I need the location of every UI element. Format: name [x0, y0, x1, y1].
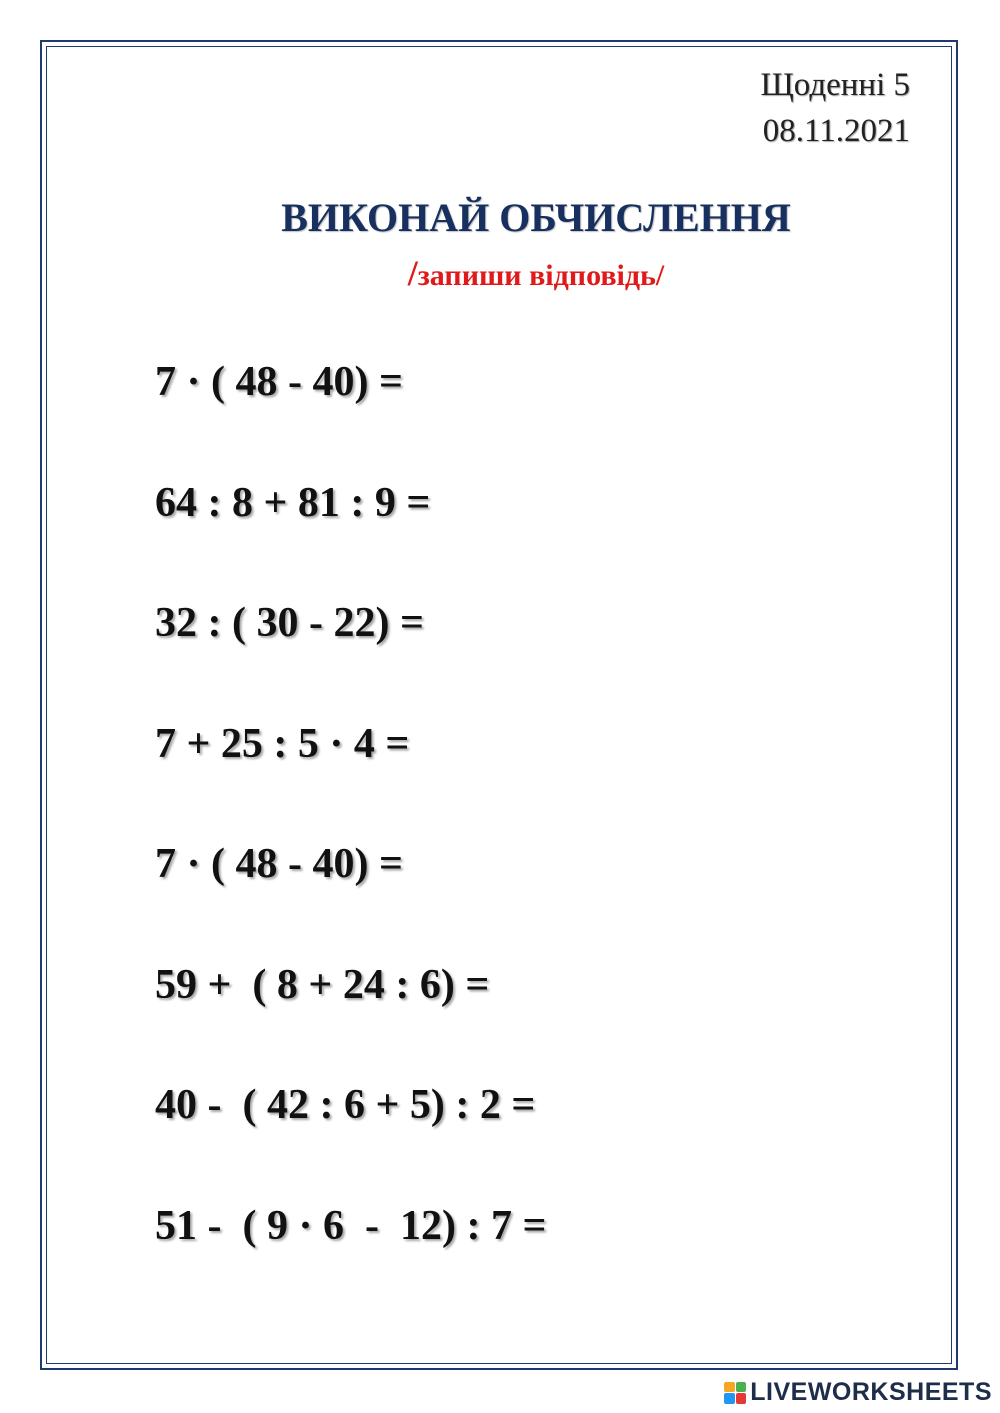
exercise-list	[155, 358, 546, 1322]
logo-square-2	[736, 1382, 747, 1393]
subtitle-slash-open: /	[407, 253, 418, 293]
page-title: ВИКОНАЙ ОБЧИСЛЕННЯ	[281, 195, 791, 240]
worksheet-meta	[760, 62, 910, 154]
worksheet-series: Щоденні 5	[760, 67, 910, 103]
exercise-item: 7 · ( 48 - 40) =	[155, 841, 403, 887]
subtitle-text: запиши відповідь	[417, 259, 656, 292]
exercise-item: 7 + 25 : 5 · 4 =	[155, 720, 410, 767]
exercise-item: 64 : 8 + 81 : 9 =	[155, 479, 431, 526]
liveworksheets-logo-icon	[724, 1382, 746, 1404]
subtitle-slash-close: /	[655, 259, 665, 292]
liveworksheets-watermark	[724, 1378, 992, 1407]
liveworksheets-text: LIVEWORKSHEETS	[750, 1378, 992, 1406]
worksheet-date: 08.11.2021	[762, 113, 910, 149]
exercise-item: 40 - ( 42 : 6 + 5) : 2 =	[155, 1082, 536, 1128]
exercise-item: 59 + ( 8 + 24 : 6) =	[155, 961, 490, 1008]
page-subtitle	[0, 252, 1000, 294]
exercise-item: 32 : ( 30 - 22) =	[155, 600, 424, 646]
logo-square-4	[736, 1393, 747, 1404]
exercise-item: 7 · ( 48 - 40) =	[155, 359, 403, 405]
logo-square-1	[724, 1382, 735, 1393]
exercise-item: 51 - ( 9 · 6 - 12) : 7 =	[155, 1202, 547, 1249]
logo-square-3	[724, 1393, 735, 1404]
